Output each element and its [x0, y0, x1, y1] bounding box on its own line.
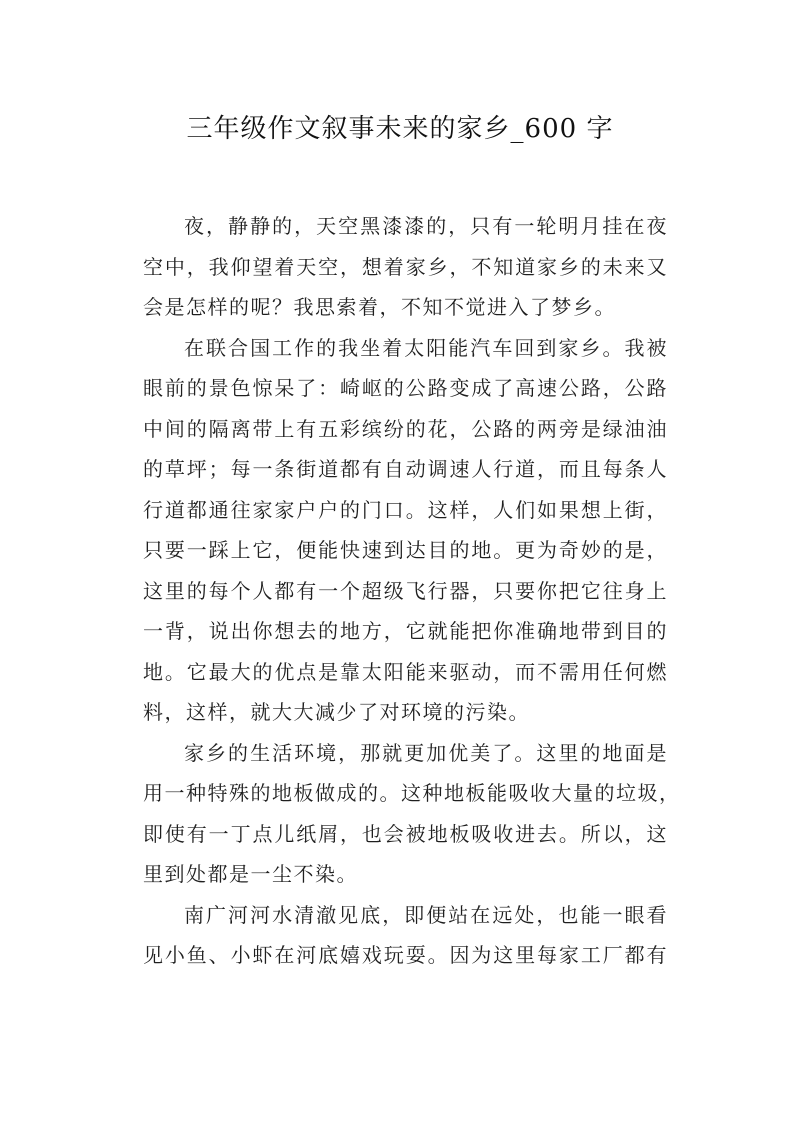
text-line: 见小鱼、小虾在河底嬉戏玩耍。因为这里每家工厂都有 — [143, 943, 668, 967]
text-line: 只要一踩上它，便能快速到达目的地。更为奇妙的是， — [143, 538, 668, 562]
text-line: 用一种特殊的地板做成的。这种地板能吸收大量的垃圾， — [143, 781, 681, 805]
document-body — [143, 206, 681, 976]
text-line: 这里的每个人都有一个超级飞行器，只要你把它往身上 — [143, 578, 668, 603]
document-title: 三年级作文叙事未来的家乡_600 字 — [186, 114, 614, 144]
text-line: 料，这样，就大大减少了对环境的污染。 — [143, 700, 530, 724]
text-line: 家乡的生活环境，那就更加优美了。这里的地面是 — [184, 740, 668, 765]
text-line: 一背，说出你想去的地方，它就能把你准确地带到目的 — [143, 619, 668, 643]
text-line: 空中，我仰望着天空，想着家乡，不知道家乡的未来又 — [143, 254, 668, 279]
text-line: 会是怎样的呢？我思索着，不知不觉进入了梦乡。 — [143, 295, 616, 319]
text-line: 地。它最大的优点是靠太阳能来驱动，而不需用任何燃 — [143, 659, 668, 684]
text-line: 即使有一丁点儿纸屑，也会被地板吸收进去。所以，这 — [143, 821, 668, 846]
text-line: 里到处都是一尘不染。 — [143, 862, 358, 886]
text-line: 的草坪；每一条街道都有自动调速人行道，而且每条人 — [143, 457, 668, 481]
text-line: 南广河河水清澈见底，即便站在远处，也能一眼看 — [184, 902, 668, 927]
text-line: 眼前的景色惊呆了：崎岖的公路变成了高速公路，公路 — [143, 376, 668, 400]
text-line: 行道都通往家家户户的门口。这样，人们如果想上街， — [143, 497, 668, 522]
text-line: 在联合国工作的我坐着太阳能汽车回到家乡。我被 — [184, 335, 668, 360]
text-line: 夜，静静的，天空黑漆漆的，只有一轮明月挂在夜 — [184, 214, 668, 238]
text-line: 中间的隔离带上有五彩缤纷的花，公路的两旁是绿油油 — [143, 416, 668, 441]
